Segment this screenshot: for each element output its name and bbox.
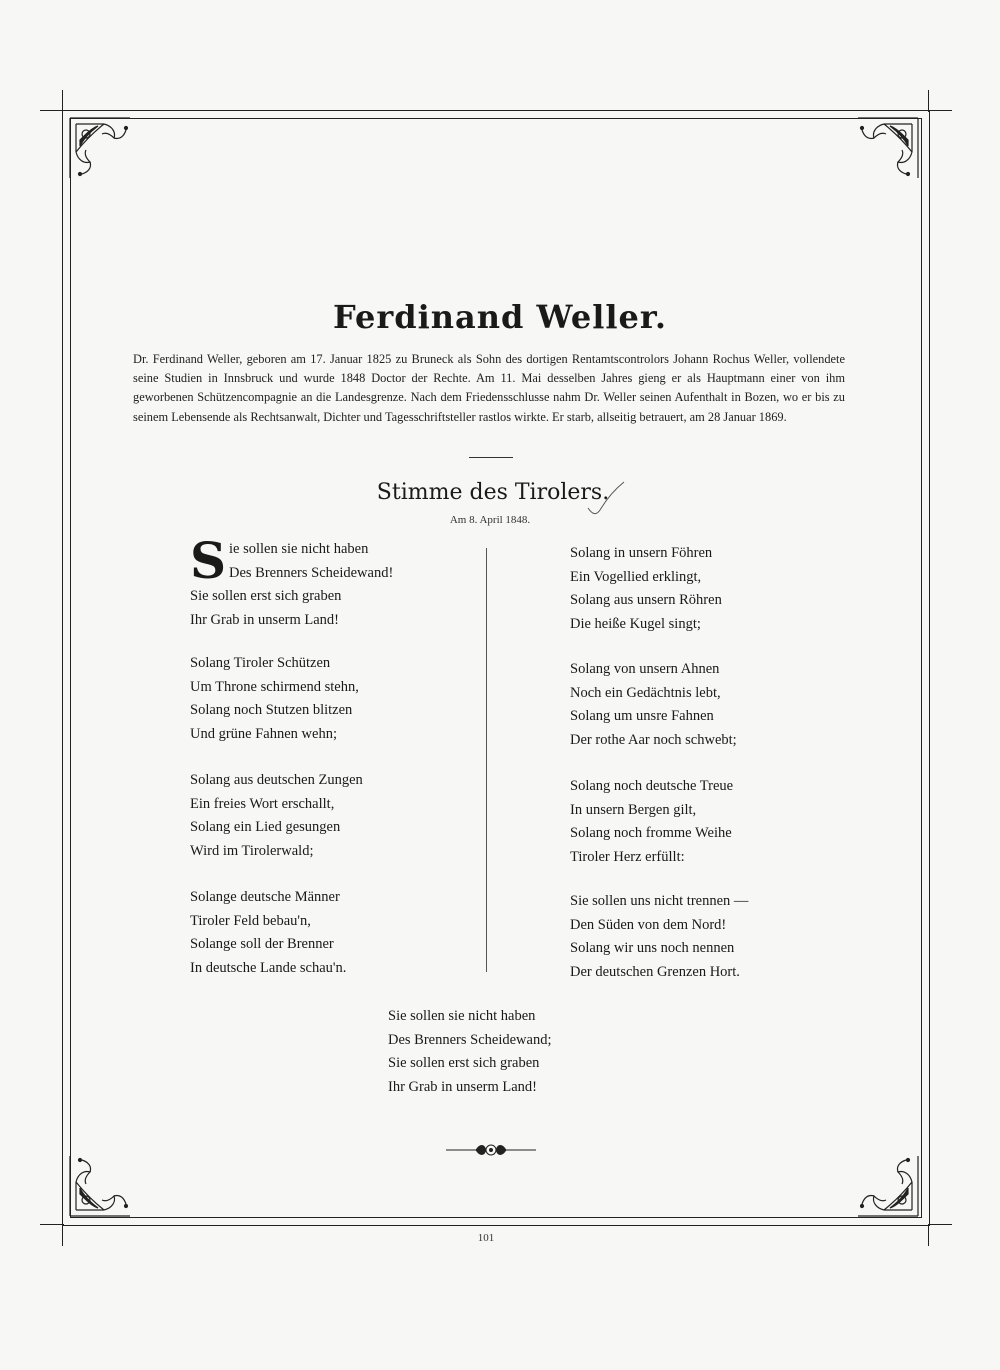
page-title: Ferdinand Weller. bbox=[333, 298, 667, 336]
ornamental-corner-icon bbox=[64, 112, 136, 184]
poem-line: Solang noch Stutzen blitzen bbox=[190, 702, 353, 718]
poem-line: Sie sollen sie nicht haben bbox=[388, 1008, 536, 1024]
poem-line: Ein freies Wort erschallt, bbox=[190, 795, 335, 812]
stanza-right-3 bbox=[570, 775, 733, 869]
stanza-final bbox=[388, 1005, 551, 1099]
poem-line: Die heiße Kugel singt; bbox=[570, 615, 701, 632]
poem-line: Wird im Tirolerwald; bbox=[190, 842, 314, 859]
poem-line: Ein Vogellied erklingt, bbox=[570, 568, 702, 585]
poem-line: Und grüne Fahnen wehn; bbox=[190, 725, 337, 742]
poem-line: Solang aus unsern Röhren bbox=[570, 592, 722, 608]
poem-line: Solange deutsche Männer bbox=[190, 889, 340, 905]
stanza-left-4 bbox=[190, 886, 346, 980]
ornamental-corner-icon bbox=[852, 1150, 924, 1222]
poem-line: Der rothe Aar noch schwebt; bbox=[570, 731, 737, 748]
pencil-checkmark-icon bbox=[586, 480, 626, 516]
poem-line: In unsern Bergen gilt, bbox=[570, 801, 697, 818]
poem-line: Solang von unsern Ahnen bbox=[570, 661, 720, 677]
frame-tick bbox=[62, 90, 63, 112]
poem-line: Des Brenners Scheidewand; bbox=[388, 1031, 552, 1048]
frame-tick bbox=[928, 110, 952, 111]
stanza-right-1 bbox=[570, 542, 722, 636]
poem-line: Tiroler Feld bebau'n, bbox=[190, 912, 311, 929]
ornamental-corner-icon bbox=[852, 112, 924, 184]
drop-cap: S bbox=[190, 531, 227, 590]
page-number: 101 bbox=[477, 1232, 495, 1244]
stanza-right-4 bbox=[570, 890, 748, 984]
poem-line: Des Brenners Scheidewand! bbox=[229, 564, 394, 581]
poem-line: Solang Tiroler Schützen bbox=[190, 655, 331, 671]
frame-tick bbox=[40, 110, 64, 111]
poem-line: In deutsche Lande schau'n. bbox=[190, 959, 347, 976]
poem-line: Den Süden von dem Nord! bbox=[570, 916, 727, 933]
frame-tick bbox=[40, 1224, 64, 1225]
poem-line: Solang um unsre Fahnen bbox=[570, 708, 714, 724]
poem-title: Stimme des Tirolers. bbox=[376, 480, 610, 505]
frame-tick bbox=[928, 1224, 952, 1225]
ornamental-corner-icon bbox=[64, 1150, 136, 1222]
biography-paragraph: Dr. Ferdinand Weller, geboren am 17. Januar 1825 zu Bruneck als Sohn des dortigen Rentamtscontrolors Johann Rochus Weller, vollendete seine Studien in Innsbruck und wurde 1848 Doctor der Rechte. Am 11. Mai desselben Jahres gieng er als Hauptmann einer von ihm geworbenen Schützencompagnie an die Landesgrenze. Nach dem Friedensschlusse nahm Dr. Weller seinen Aufenthalt in Bozen, wo er bis zu seinem Lebensende als Rechtsanwalt, Dichter und Tagesschriftsteller rastlos wirkte. Er starb, allseitig betrauert, am 28 Januar 1869. bbox=[133, 352, 845, 424]
poem-line: Solange soll der Brenner bbox=[190, 936, 334, 952]
flourish-divider-icon bbox=[446, 1142, 536, 1158]
stanza-left-1 bbox=[190, 531, 394, 632]
poem-line: Um Throne schirmend stehn, bbox=[190, 678, 359, 695]
poem-line: Solang ein Lied gesungen bbox=[190, 819, 341, 835]
poem-line: ie sollen sie nicht haben bbox=[229, 541, 369, 557]
stanza-left-2 bbox=[190, 652, 359, 746]
poem-line: Sie sollen erst sich graben bbox=[388, 1055, 540, 1071]
poem-line: Sie sollen erst sich graben bbox=[190, 588, 342, 604]
poem-line: Ihr Grab in unserm Land! bbox=[388, 1078, 537, 1095]
frame-tick bbox=[928, 90, 929, 112]
poem-line: Solang aus deutschen Zungen bbox=[190, 772, 363, 788]
poem-line: Solang noch fromme Weihe bbox=[570, 825, 732, 841]
poem-line: Solang wir uns noch nennen bbox=[570, 940, 735, 956]
poem-line: Ihr Grab in unserm Land! bbox=[190, 611, 339, 628]
section-divider-rule bbox=[469, 457, 513, 458]
stanza-right-2 bbox=[570, 658, 737, 752]
poem-date: Am 8. April 1848. bbox=[449, 514, 531, 526]
poem-line: Noch ein Gedächtnis lebt, bbox=[570, 684, 721, 701]
poem-line: Sie sollen uns nicht trennen — bbox=[570, 893, 749, 909]
poem-line: Solang noch deutsche Treue bbox=[570, 778, 734, 794]
poem-line: Solang in unsern Föhren bbox=[570, 545, 713, 561]
stanza-left-3 bbox=[190, 769, 363, 863]
column-divider bbox=[486, 548, 487, 972]
poem-line: Der deutschen Grenzen Hort. bbox=[570, 963, 740, 980]
poem-line: Tiroler Herz erfüllt: bbox=[570, 848, 685, 865]
